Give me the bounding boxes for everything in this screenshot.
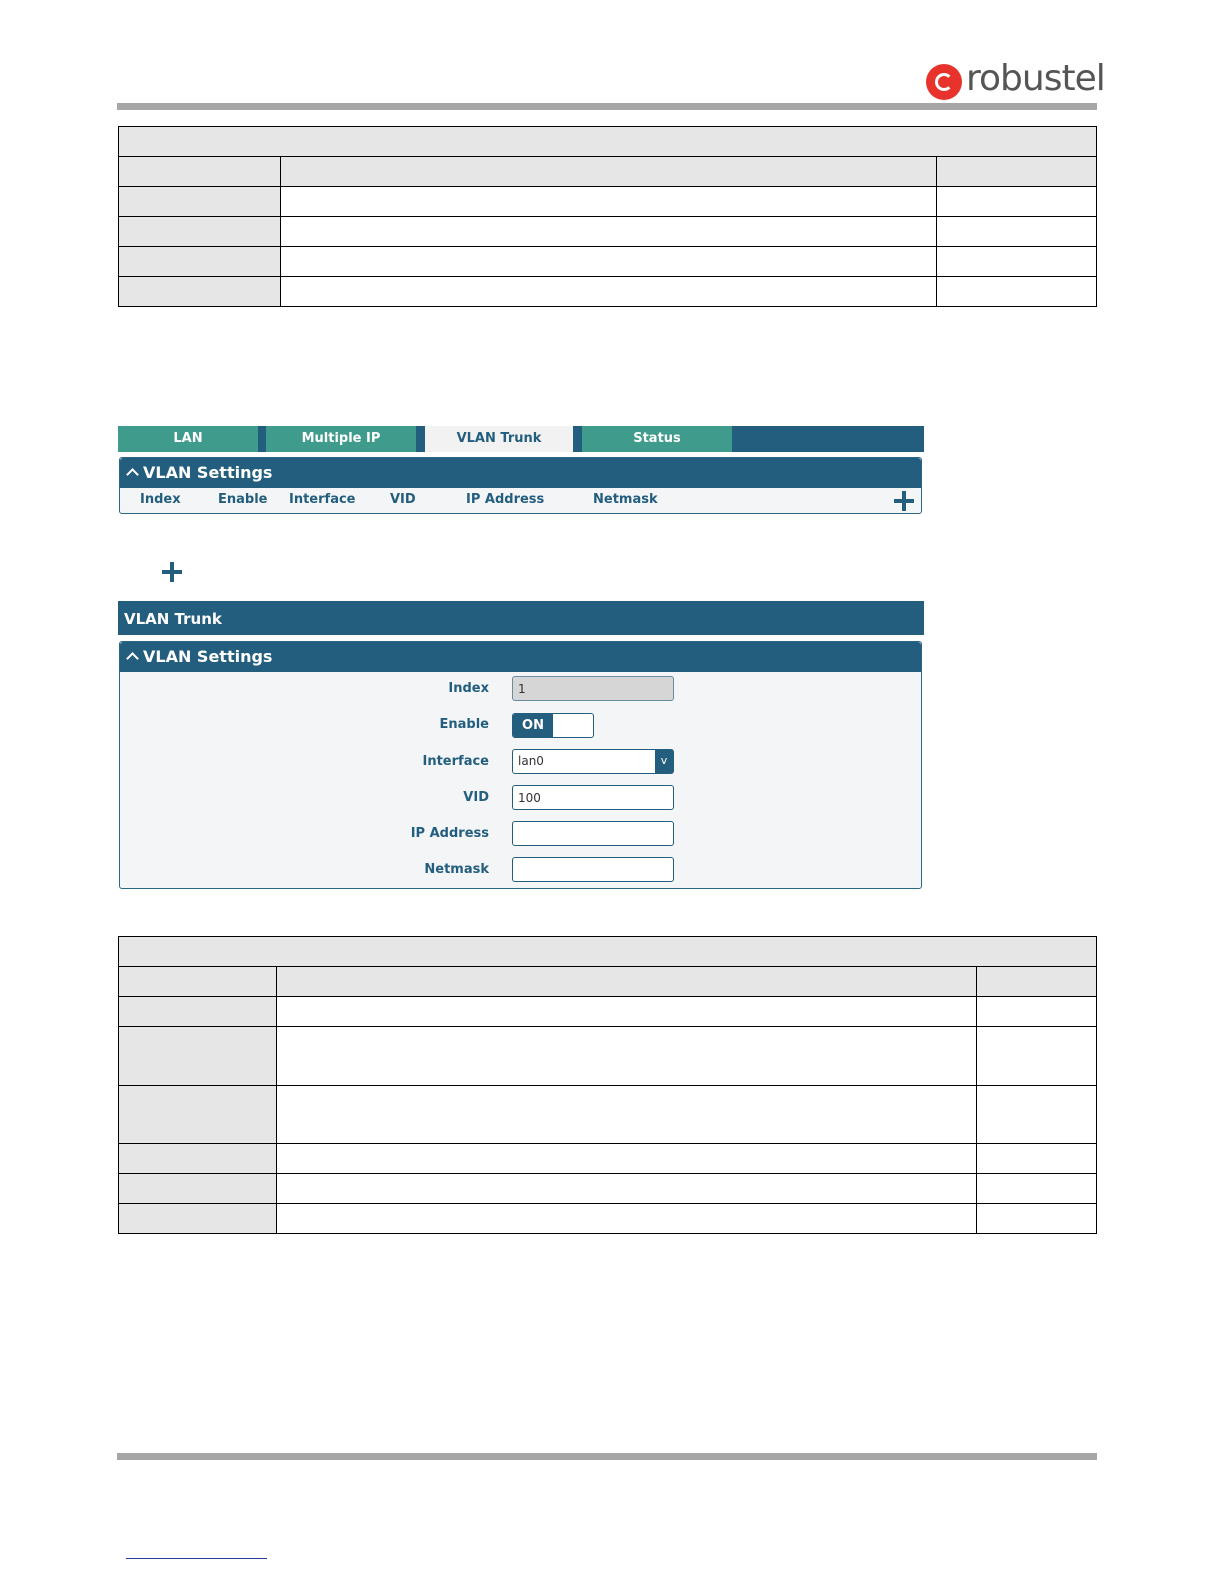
vlan-edit-panel-header[interactable] <box>120 642 921 672</box>
table-header-cell <box>277 967 977 997</box>
tab-vlan-trunk[interactable]: VLAN Trunk <box>425 426 573 452</box>
chevron-down-icon[interactable]: v <box>655 750 673 773</box>
vlan-list-panel <box>119 457 922 514</box>
enable-label: Enable <box>439 717 489 732</box>
table-row <box>119 247 1097 277</box>
netmask-input[interactable] <box>512 857 674 882</box>
logo-text: robustel <box>966 58 1105 99</box>
vlan-list-panel-header[interactable] <box>120 458 921 488</box>
footer-link-underline <box>126 1558 267 1559</box>
tab-status[interactable]: Status <box>582 426 732 452</box>
netmask-label: Netmask <box>424 862 489 877</box>
tab-multiple-ip[interactable]: Multiple IP <box>266 426 416 452</box>
ip-address-input[interactable] <box>512 821 674 846</box>
column-header-index: Index <box>140 492 181 507</box>
table-title-cell <box>119 937 1097 967</box>
panel-title: VLAN Settings <box>143 463 273 482</box>
table-title-cell <box>119 127 1097 157</box>
table-row <box>119 217 1097 247</box>
table-row <box>119 1027 1097 1086</box>
index-input <box>512 676 674 701</box>
table-row <box>119 277 1097 307</box>
table-row <box>119 1144 1097 1174</box>
document-table-1 <box>118 126 1097 307</box>
page-title: VLAN Trunk <box>118 601 924 635</box>
document-table-2 <box>118 936 1097 1234</box>
tab-bar <box>118 426 924 452</box>
table-header-cell <box>281 157 937 187</box>
table-row <box>119 187 1097 217</box>
interface-select[interactable] <box>512 749 674 774</box>
column-header-netmask: Netmask <box>593 492 658 507</box>
table-row <box>119 1204 1097 1234</box>
table-row <box>119 997 1097 1027</box>
table-header-cell <box>937 157 1097 187</box>
enable-toggle[interactable] <box>512 713 594 738</box>
footer-rule <box>117 1453 1097 1460</box>
interface-selected-value: lan0 <box>518 754 544 768</box>
column-header-ip-address: IP Address <box>466 492 545 507</box>
toggle-on-state: ON <box>513 714 553 737</box>
table-row <box>119 1086 1097 1144</box>
column-header-enable: Enable <box>218 492 268 507</box>
robustel-logo <box>926 58 1105 104</box>
table-header-cell <box>977 967 1097 997</box>
column-header-interface: Interface <box>289 492 356 507</box>
add-icon <box>162 562 182 582</box>
robustel-logo-icon <box>926 64 962 100</box>
chevron-up-icon <box>126 652 139 665</box>
vlan-edit-panel <box>119 641 922 889</box>
header-rule <box>117 103 1097 110</box>
interface-label: Interface <box>422 754 489 769</box>
column-header-vid: VID <box>390 492 416 507</box>
tab-lan[interactable]: LAN <box>118 426 258 452</box>
ip-address-label: IP Address <box>410 826 489 841</box>
add-vlan-icon[interactable] <box>894 491 914 511</box>
vid-label: VID <box>463 790 489 805</box>
panel-title: VLAN Settings <box>143 647 273 666</box>
table-header-cell <box>119 157 281 187</box>
index-label: Index <box>448 681 489 696</box>
vid-input[interactable] <box>512 785 674 810</box>
chevron-up-icon <box>126 468 139 481</box>
table-header-cell <box>119 967 277 997</box>
table-row <box>119 1174 1097 1204</box>
